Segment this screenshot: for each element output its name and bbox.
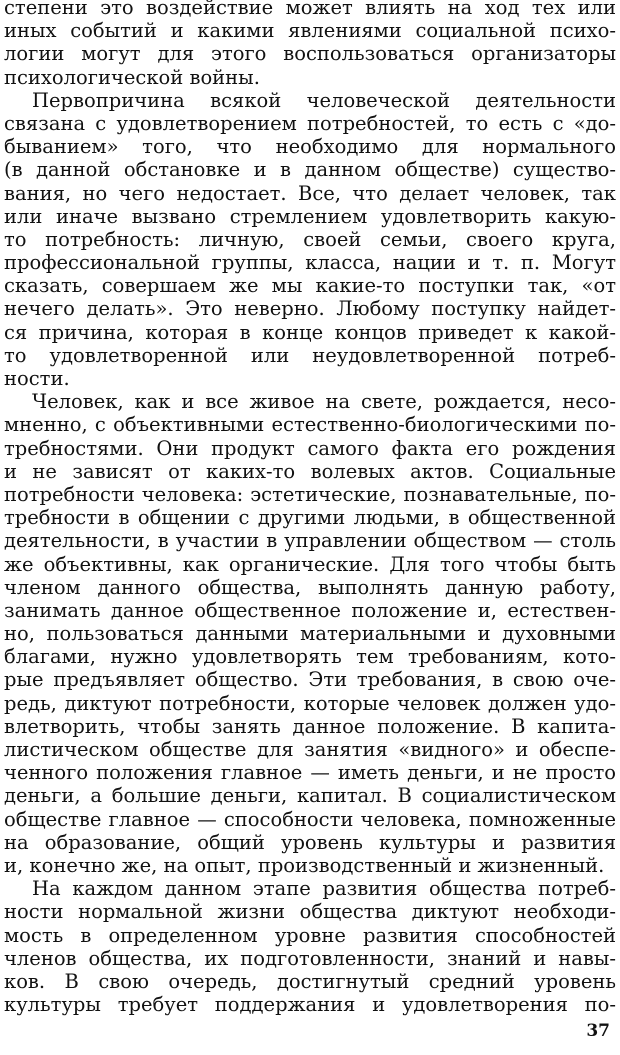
text-line: профессиональной группы, класса, нации и т. п. Могут — [4, 251, 616, 275]
text-line: или иначе вызвано стремлением удовлетворить какую- — [4, 204, 616, 228]
book-page — [4, 0, 616, 1055]
text-line: обществе главное — способности человека, помноженные — [4, 807, 616, 831]
paragraph — [4, 390, 616, 877]
text-line: то потребность: личную, своей семьи, своего круга, — [4, 227, 616, 251]
text-line: быванием» того, что необходимо для нормального — [4, 135, 616, 159]
text-line: психологической войны. — [4, 65, 260, 89]
text-body — [4, 0, 616, 1016]
text-line: связана с удовлетворением потребностей, то есть с «до- — [4, 111, 616, 135]
text-line: потребности человека: эстетические, познавательные, по- — [4, 482, 616, 506]
text-line: ченного положения главное — иметь деньги, и не просто — [4, 761, 616, 785]
text-line: рые предъявляет общество. Эти требования, в свою оче- — [4, 668, 616, 692]
text-line: занимать данное общественное положение и, естествен- — [4, 598, 616, 622]
text-line: редь, диктуют потребности, которые человек должен удо- — [4, 691, 616, 715]
paragraph — [4, 89, 616, 390]
text-line: деньги, а большие деньги, капитал. В социалистическом — [4, 784, 616, 808]
text-line: благами, нужно удовлетворять тем требованиям, кото- — [4, 645, 616, 669]
text-line: Первопричина всякой человеческой деятельности — [32, 88, 616, 112]
text-line: (в данной обстановке и в данном обществе) существо- — [4, 158, 616, 182]
text-line: На каждом данном этапе развития общества потреб- — [32, 877, 616, 901]
text-line: деятельности, в участии в управлении обществом — столь — [4, 529, 616, 553]
text-line: степени это воздействие может влиять на ход тех или — [4, 0, 616, 19]
text-line: ся причина, которая в конце концов приведет к какой- — [4, 320, 616, 344]
text-line: культуры требует поддержания и удовлетворения по- — [4, 993, 616, 1017]
text-line: влетворить, чтобы занять данное положение. В капита- — [4, 714, 616, 738]
text-line: вания, но чего недостает. Все, что делает человек, так — [4, 181, 616, 205]
text-line: иных событий и какими явлениями социальной психо- — [4, 19, 616, 43]
text-line: и не зависят от каких-то волевых актов. Социальные — [4, 459, 616, 483]
text-line: то удовлетворенной или неудовлетворенной потреб- — [4, 343, 616, 367]
text-line: и, конечно же, на опыт, производственный и жизненный. — [4, 853, 605, 877]
text-line: мость в определенном уровне развития способностей — [4, 923, 616, 947]
text-line: но, пользоваться данными материальными и духовными — [4, 622, 616, 646]
paragraph — [4, 877, 616, 1016]
text-line: ков. В свою очередь, достигнутый средний уровень — [4, 969, 616, 993]
text-line: членом данного общества, выполнять данную работу, — [4, 575, 616, 599]
text-line: нечего делать». Это неверно. Любому поступку найдет- — [4, 297, 616, 321]
text-line: же объективны, как органические. Для того чтобы быть — [4, 552, 616, 576]
text-line: требностями. Они продукт самого факта его рождения — [4, 436, 616, 460]
text-line: Человек, как и все живое на свете, рождается, несо- — [32, 390, 616, 414]
text-line: ности. — [4, 367, 70, 390]
page-number: 37 — [586, 1021, 610, 1041]
text-line: листическом обществе для занятия «видного» и обеспе- — [4, 738, 616, 761]
text-line: ности нормальной жизни общества диктуют необходи- — [4, 900, 616, 924]
text-line: членов общества, их подготовленности, знаний и навы- — [4, 946, 616, 970]
text-line: требности в общении с другими людьми, в общественной — [4, 506, 616, 530]
text-line: логии могут для этого воспользоваться организаторы — [4, 42, 616, 66]
text-line: на образование, общий уровень культуры и развития — [4, 830, 616, 854]
text-line: сказать, совершаем же мы какие-то поступки так, «от — [4, 274, 616, 298]
paragraph — [4, 0, 616, 89]
text-line: мненно, с объективными естественно-биологическими по- — [4, 413, 616, 437]
